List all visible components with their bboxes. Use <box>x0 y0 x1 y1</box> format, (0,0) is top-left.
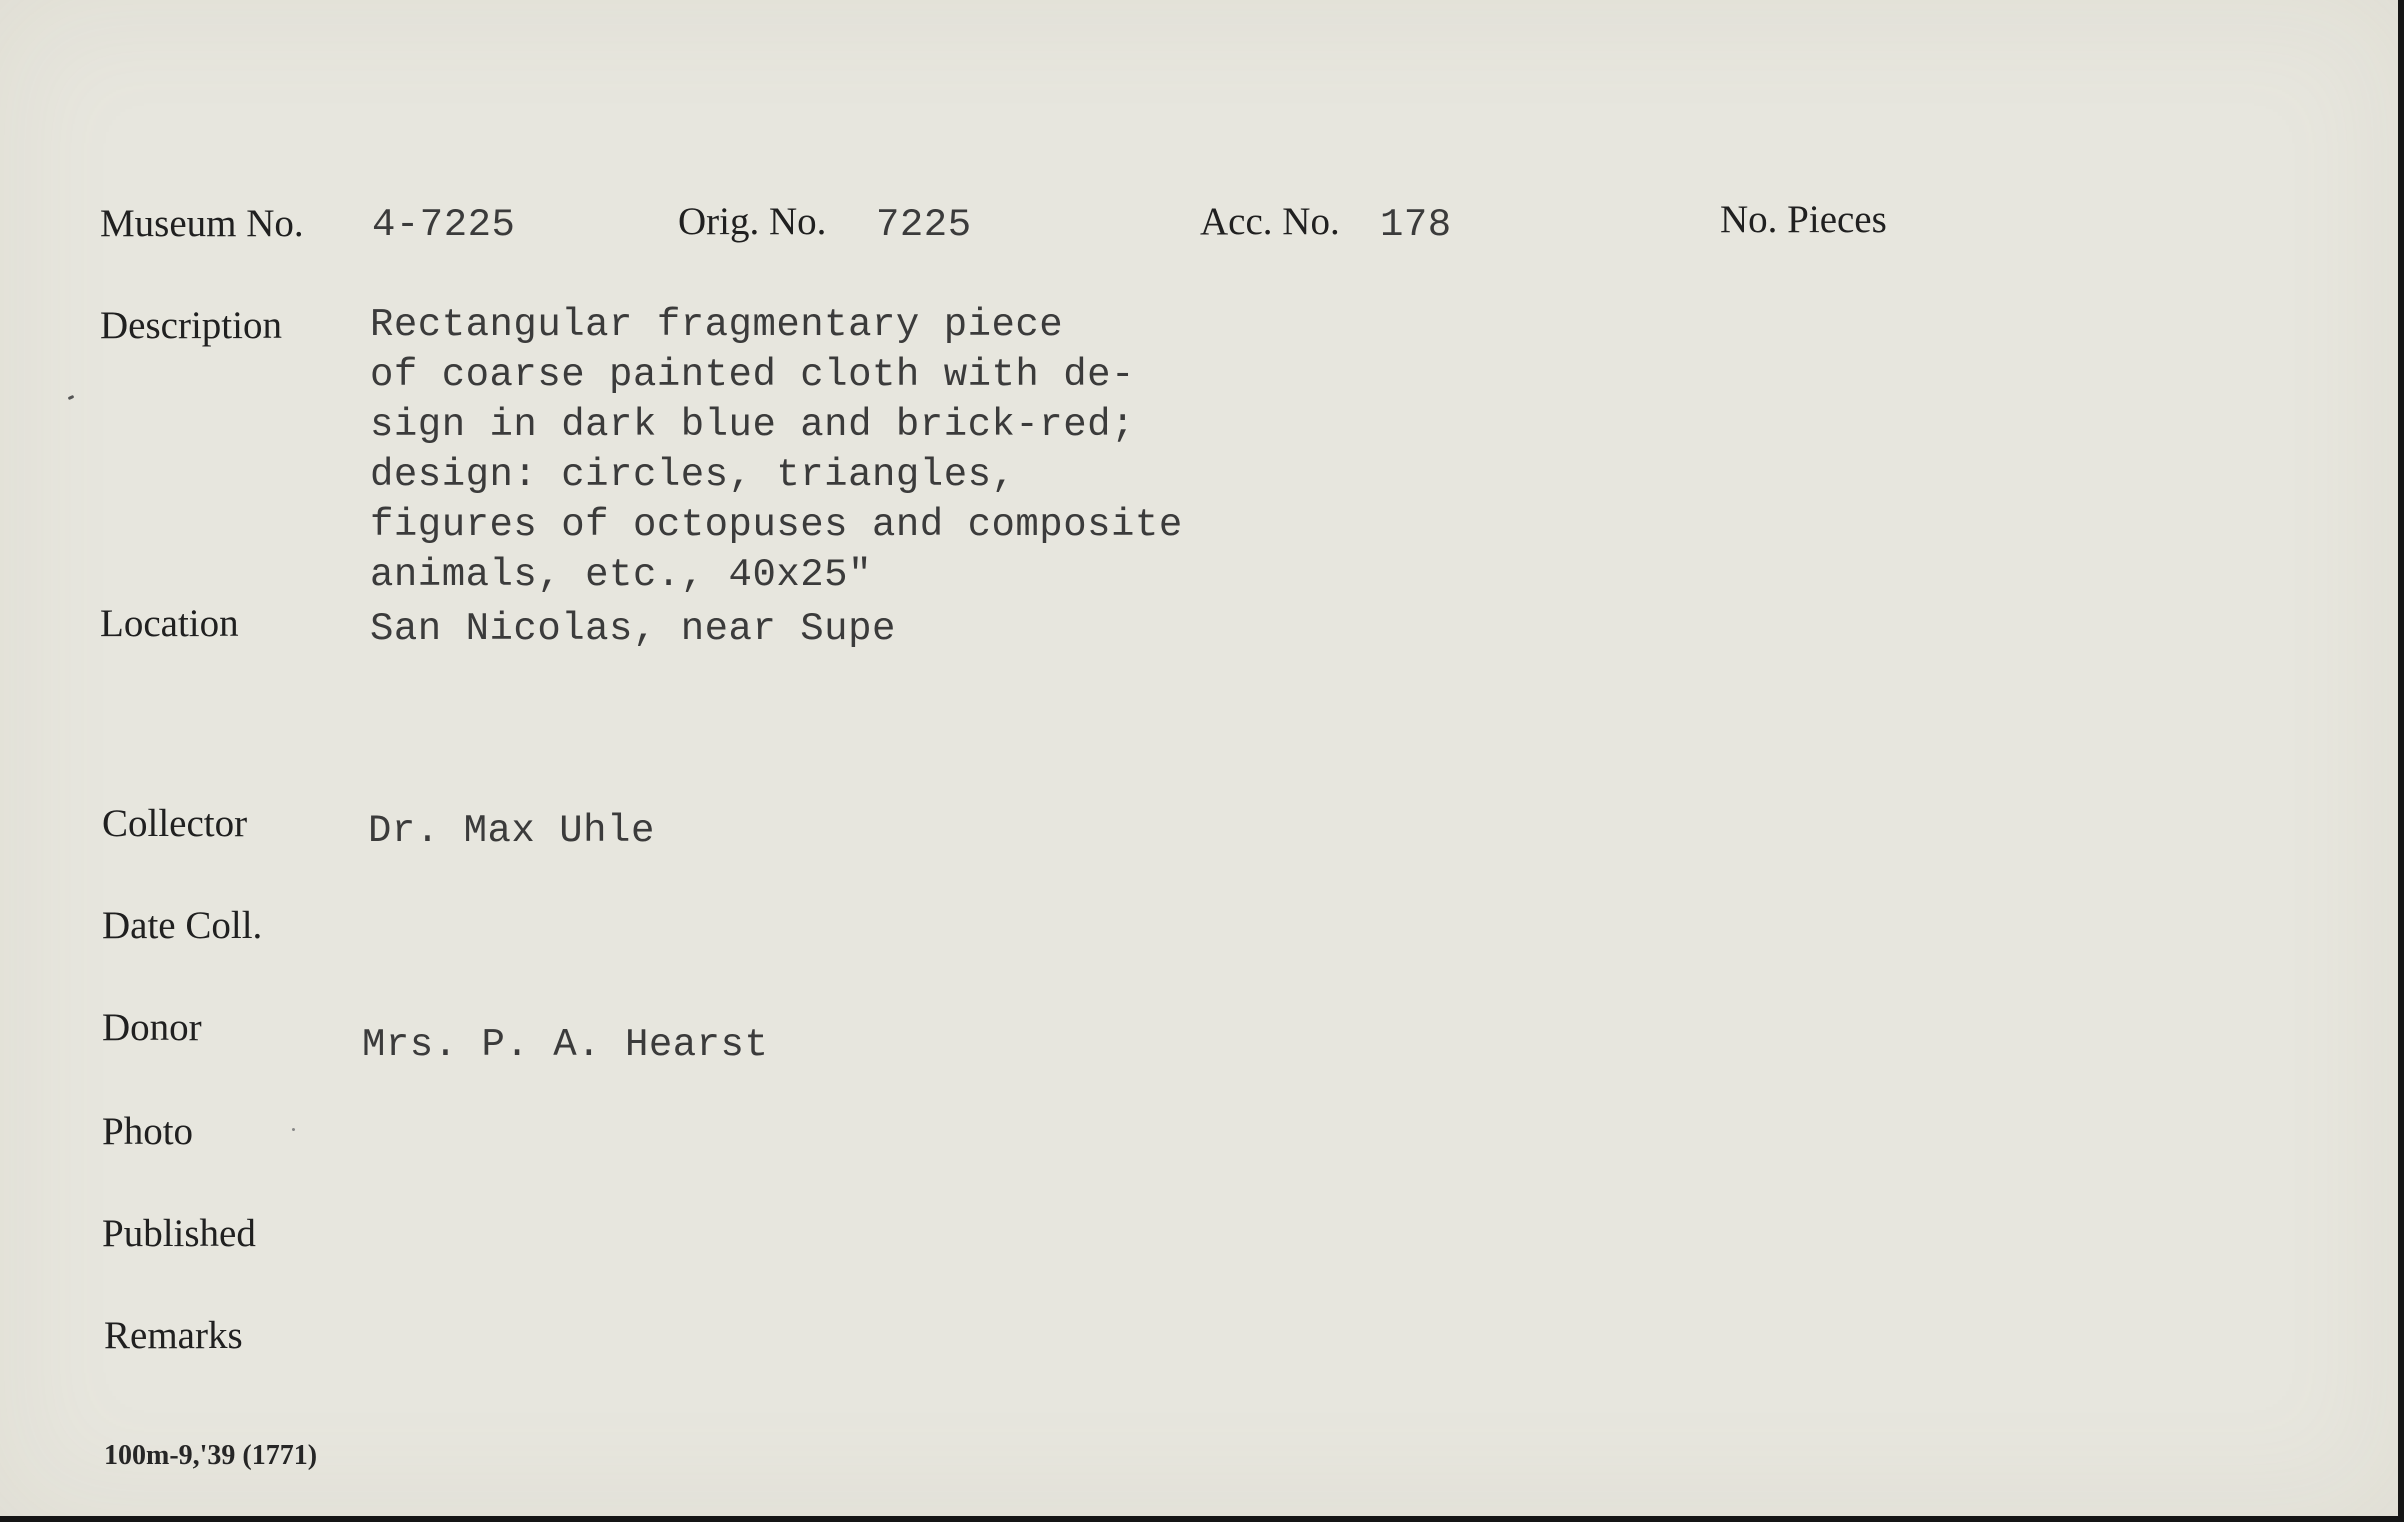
description-line: design: circles, triangles, <box>370 453 1016 497</box>
no-pieces-label: No. Pieces <box>1720 198 1887 241</box>
museum-no-value: 4-7225 <box>372 203 516 247</box>
description-line: of coarse painted cloth with de- <box>370 353 1135 397</box>
description-line: animals, etc., 40x25" <box>370 553 872 597</box>
donor-label: Donor <box>102 1006 202 1049</box>
collector-label: Collector <box>102 802 248 845</box>
location-label: Location <box>100 602 239 645</box>
remarks-label: Remarks <box>104 1314 243 1357</box>
description-line: Rectangular fragmentary piece <box>370 303 1064 347</box>
acc-no-value: 178 <box>1380 203 1452 247</box>
museum-no-label: Museum No. <box>100 202 304 245</box>
collector-value: Dr. Max Uhle <box>368 809 655 853</box>
orig-no-value: 7225 <box>876 203 972 247</box>
description-line: sign in dark blue and brick-red; <box>370 403 1135 447</box>
ink-speck <box>292 1128 296 1132</box>
orig-no-label: Orig. No. <box>678 200 827 243</box>
description-line: figures of octopuses and composite <box>370 503 1183 547</box>
published-label: Published <box>102 1212 256 1255</box>
donor-value: Mrs. P. A. Hearst <box>362 1023 769 1067</box>
date-coll-label: Date Coll. <box>102 904 263 947</box>
photo-label: Photo <box>102 1110 194 1153</box>
ink-speck <box>68 395 75 400</box>
description-value <box>370 303 1183 606</box>
description-label: Description <box>100 304 282 347</box>
location-value: San Nicolas, near Supe <box>370 607 896 651</box>
form-print-code: 100m-9,'39 (1771) <box>104 1440 318 1471</box>
acc-no-label: Acc. No. <box>1200 200 1340 243</box>
